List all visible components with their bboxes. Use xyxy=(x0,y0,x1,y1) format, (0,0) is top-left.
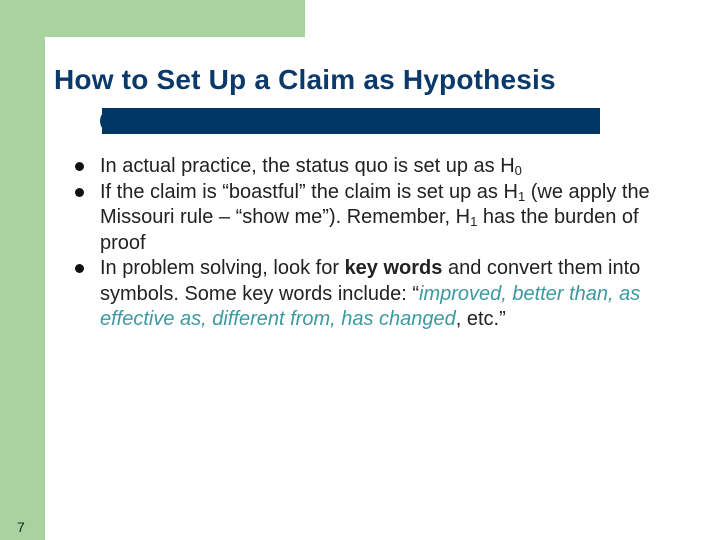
bullet-item-status-quo xyxy=(75,154,675,180)
bullet-text: In actual practice, the status quo is set up as H xyxy=(100,155,515,177)
bullet-icon xyxy=(75,264,84,273)
bullet-item-key-words xyxy=(75,256,675,333)
top-green-band xyxy=(0,0,305,37)
bullet-text: , etc.” xyxy=(455,308,506,330)
subscript: 0 xyxy=(514,163,522,178)
bullet-icon xyxy=(75,162,84,171)
slide-title: How to Set Up a Claim as Hypothesis xyxy=(54,64,556,95)
bullet-text: In problem solving, look for xyxy=(100,257,345,279)
subscript: 1 xyxy=(517,188,526,204)
bullet-icon xyxy=(75,188,84,197)
left-green-band xyxy=(0,0,45,540)
bullet-text: and convert them into symbols. Some key words include: “ xyxy=(100,257,641,305)
bullet-text: If the claim is “boastful” the claim is set up as H xyxy=(100,180,518,203)
key-word-examples: improved, better than, as effective as, different from, has changed xyxy=(100,282,641,330)
bullet-item-boastful-claim xyxy=(75,180,675,257)
title-underline-bar xyxy=(102,108,600,134)
bullet-text: (we apply the Missouri rule – “show me”). Remember, H xyxy=(100,180,650,228)
subscript: 1 xyxy=(470,214,478,229)
bold-key-words: key words xyxy=(344,257,443,279)
bullet-list xyxy=(75,154,675,333)
page-number: 7 xyxy=(17,519,25,535)
bullet-text: has the burden of proof xyxy=(100,206,639,254)
